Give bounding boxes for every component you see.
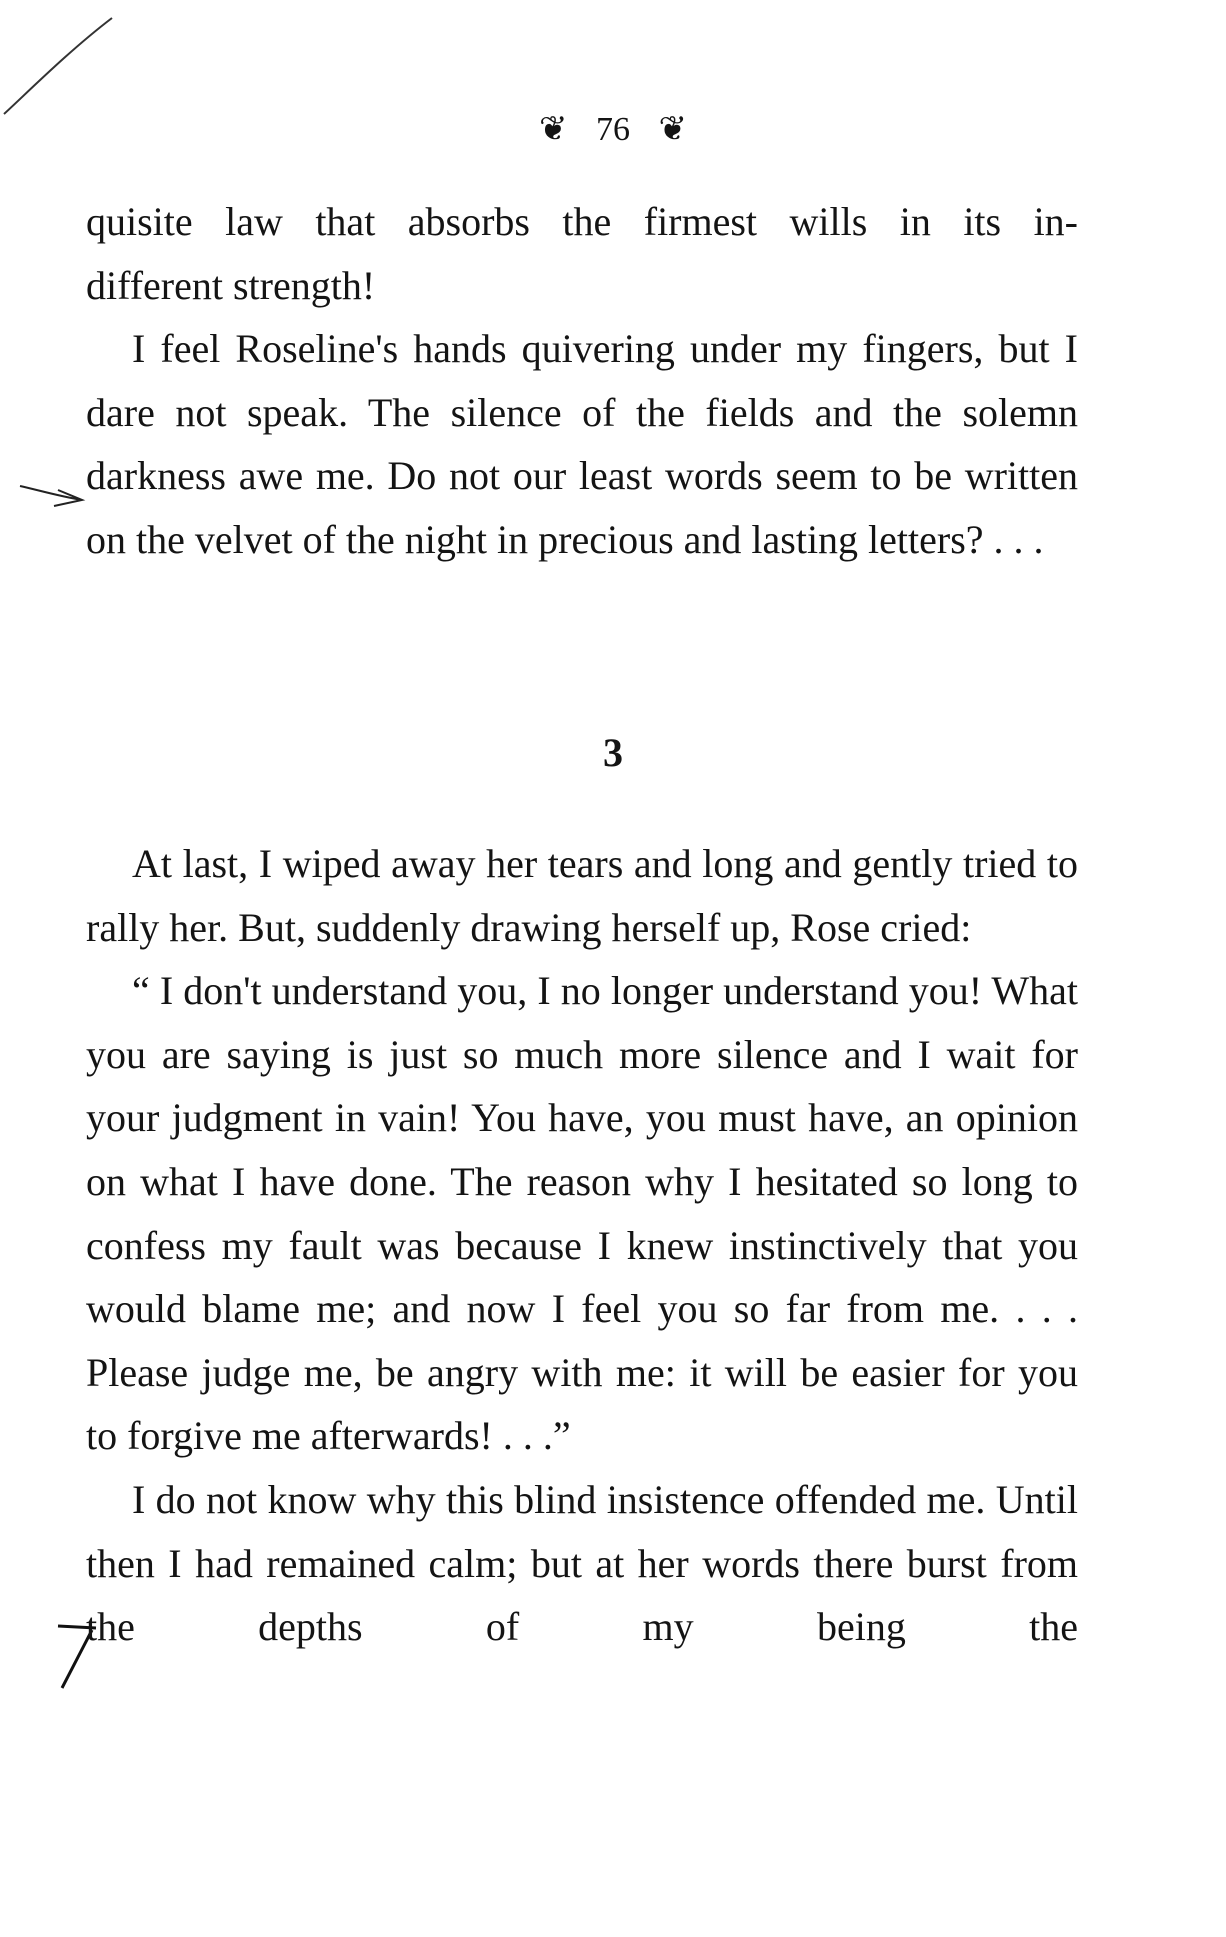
paragraph: quisite law that absorbs the firmest wills in its in- (86, 199, 1078, 244)
text-block-1 (86, 190, 1078, 572)
fleuron-left-icon: ❦ (539, 111, 568, 149)
paragraph: At last, I wiped away her tears and long and gently tried to rally her. But, suddenly drawing herself up, Rose cried: (86, 841, 1078, 950)
text-block-2 (86, 832, 1078, 1659)
margin-arrow-mark (18, 472, 88, 512)
section-number: 3 (603, 730, 623, 775)
paragraph: I feel Roseline's hands quivering under my fingers, but I dare not speak. The silence of the fields and the solemn darkness awe me. Do not our least words seem to be written on the velvet of the night in precious and lasting letters? . . . (86, 326, 1078, 562)
paragraph: different strength! (86, 262, 376, 308)
pencil-stroke-top-left-mark (0, 10, 120, 120)
page-header (0, 108, 1226, 150)
paragraph: “ I don't understand you, I no longer understand you! What you are saying is just so much more silence and I wait for your judgment in vain! You have, you must have, an opinion on what I have done. The reason why I hesitated so long to confess my fault was because I knew instinctively that you would blame me; and now I feel you so far from me. . . . Please judge me, be angry with me: it will be easier for you to forgive me afterwards! . . .” (86, 968, 1078, 1459)
paragraph: I do not know why this blind insistence offended me. Until then I had remained calm; but at her words there burst from the depths of my being the (86, 1476, 1078, 1650)
page-number: 76 (596, 111, 630, 149)
fleuron-right-icon: ❦ (658, 111, 687, 149)
